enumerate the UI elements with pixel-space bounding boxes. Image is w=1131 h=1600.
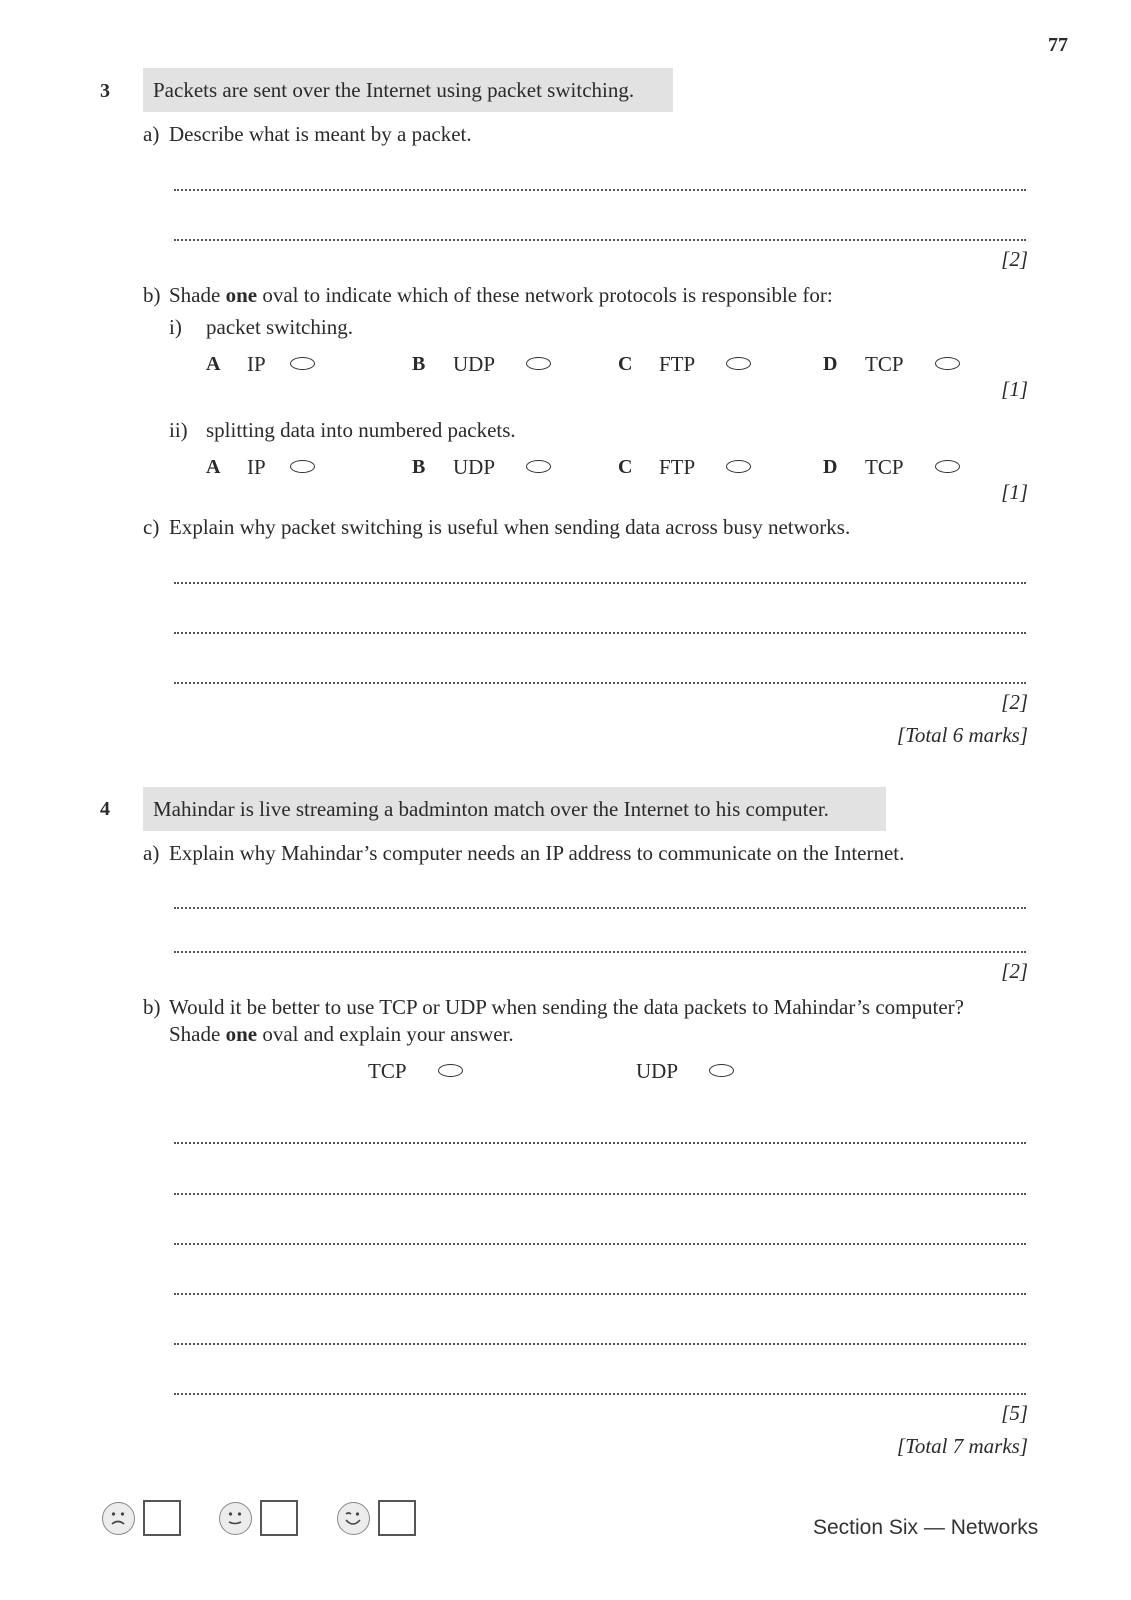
question-3-stem: Packets are sent over the Internet using packet switching.	[143, 68, 673, 112]
q3bi-label: i)	[169, 315, 182, 339]
option-letter-d: D	[823, 353, 838, 375]
option-label-ip: IP	[247, 455, 266, 479]
q4a-marks: [2]	[1001, 959, 1028, 983]
q4a-text: Explain why Mahindar’s computer needs an IP address to communicate on the Internet.	[169, 841, 905, 865]
q4b-marks: [5]	[1001, 1401, 1028, 1425]
answer-line[interactable]	[174, 239, 1026, 241]
answer-line[interactable]	[174, 1293, 1026, 1295]
answer-line[interactable]	[174, 1343, 1026, 1345]
q4b-label: b)	[143, 995, 161, 1019]
oval-option-ftp[interactable]	[726, 460, 751, 473]
oval-option-tcp[interactable]	[935, 460, 960, 473]
q3b-label: b)	[143, 283, 161, 307]
answer-line[interactable]	[174, 1193, 1026, 1195]
option-label-udp: UDP	[453, 455, 496, 479]
answer-line[interactable]	[174, 951, 1026, 953]
q3bi-text: packet switching.	[206, 315, 353, 339]
q3a-label: a)	[143, 122, 160, 146]
option-letter-a: A	[206, 353, 221, 375]
option-label-tcp: TCP	[368, 1059, 407, 1083]
confidence-checkbox-medium[interactable]	[260, 1500, 298, 1536]
option-label-udp: UDP	[636, 1059, 679, 1083]
answer-line[interactable]	[174, 189, 1026, 191]
option-letter-c: C	[618, 353, 633, 375]
q3a-text: Describe what is meant by a packet.	[169, 122, 472, 146]
oval-option-udp[interactable]	[709, 1064, 734, 1077]
q3bii-label: ii)	[169, 418, 188, 442]
q4-total-marks: [Total 7 marks]	[896, 1434, 1028, 1458]
q4a-label: a)	[143, 841, 160, 865]
question-3-number: 3	[100, 80, 110, 102]
q3bii-marks: [1]	[1001, 480, 1028, 504]
option-label-ftp: FTP	[659, 455, 696, 479]
answer-line[interactable]	[174, 1393, 1026, 1395]
option-label-tcp: TCP	[865, 352, 904, 376]
happy-face-icon	[337, 1502, 370, 1535]
oval-option-tcp[interactable]	[935, 357, 960, 370]
sad-face-icon	[102, 1502, 135, 1535]
option-label-udp: UDP	[453, 352, 496, 376]
answer-line[interactable]	[174, 682, 1026, 684]
oval-option-tcp[interactable]	[438, 1064, 463, 1077]
question-4-stem: Mahindar is live streaming a badminton match over the Internet to his computer.	[143, 787, 886, 831]
option-letter-a: A	[206, 456, 221, 478]
oval-option-ip[interactable]	[290, 357, 315, 370]
option-label-ip: IP	[247, 352, 266, 376]
option-letter-d: D	[823, 456, 838, 478]
option-letter-b: B	[412, 353, 426, 375]
question-4-number: 4	[100, 798, 110, 820]
q4b-text-line1: Would it be better to use TCP or UDP when sending the data packets to Mahindar’s computer?	[169, 995, 964, 1019]
confidence-checkbox-low[interactable]	[143, 1500, 181, 1536]
q3a-marks: [2]	[1001, 247, 1028, 271]
oval-option-udp[interactable]	[526, 460, 551, 473]
option-label-ftp: FTP	[659, 352, 696, 376]
answer-line[interactable]	[174, 907, 1026, 909]
section-footer: Section Six — Networks	[813, 1516, 1039, 1539]
q3bii-text: splitting data into numbered packets.	[206, 418, 516, 442]
oval-option-ftp[interactable]	[726, 357, 751, 370]
answer-line[interactable]	[174, 1243, 1026, 1245]
option-label-tcp: TCP	[865, 455, 904, 479]
option-letter-b: B	[412, 456, 426, 478]
oval-option-ip[interactable]	[290, 460, 315, 473]
confidence-checkbox-high[interactable]	[378, 1500, 416, 1536]
q3-total-marks: [Total 6 marks]	[896, 723, 1028, 747]
oval-option-udp[interactable]	[526, 357, 551, 370]
answer-line[interactable]	[174, 582, 1026, 584]
q3b-text: Shade one oval to indicate which of these network protocols is responsible for:	[169, 283, 833, 307]
q3c-text: Explain why packet switching is useful when sending data across busy networks.	[169, 515, 851, 539]
answer-line[interactable]	[174, 1142, 1026, 1144]
page-number: 77	[1048, 34, 1068, 56]
q3c-marks: [2]	[1001, 690, 1028, 714]
option-letter-c: C	[618, 456, 633, 478]
neutral-face-icon	[219, 1502, 252, 1535]
answer-line[interactable]	[174, 632, 1026, 634]
q4b-text-line2: Shade one oval and explain your answer.	[169, 1022, 514, 1046]
q3c-label: c)	[143, 515, 160, 539]
q3bi-marks: [1]	[1001, 377, 1028, 401]
